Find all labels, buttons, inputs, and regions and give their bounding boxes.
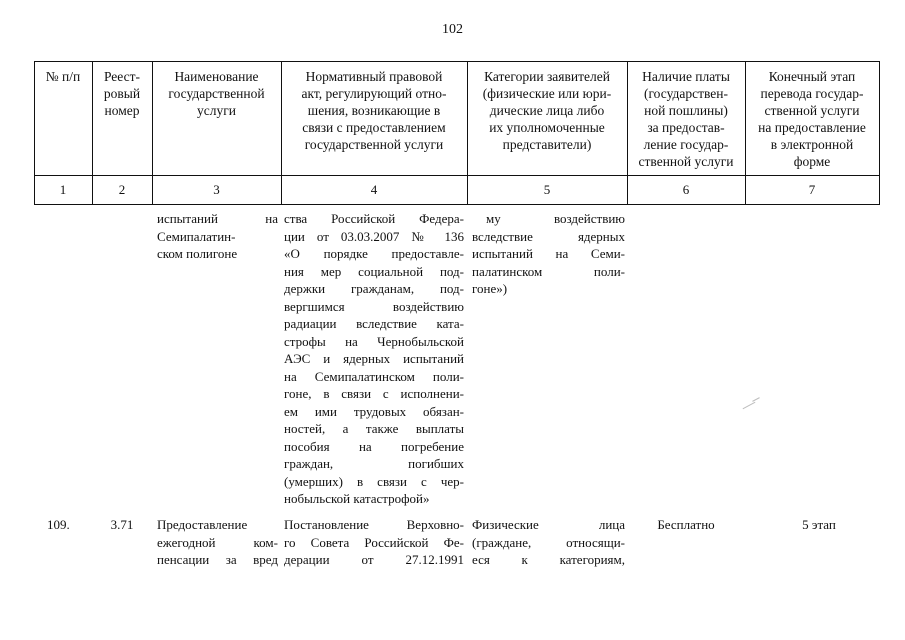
col-border-7	[879, 61, 880, 205]
row-109-number: 109.	[47, 517, 70, 532]
header-col-registry: Реест- ровый номер	[103, 69, 141, 118]
header-divider	[34, 175, 879, 176]
column-number-2: 2	[118, 182, 126, 197]
column-number-1: 1	[59, 182, 67, 197]
header-col-final-stage: Конечный этап перевода государ- ственной услуги на предоставление в электронной форме	[758, 69, 866, 169]
continuation-applicants: му воздействию вследствие ядерных испытаний на Семи- палатинском поли- гоне»)	[472, 211, 625, 296]
continuation-legal-act: ства Российской Федера- ции от 03.03.2007 № 136 «О порядке предоставле- ния мер социальной под- держки гражданам, под- вергшимся воздействию радиации вследствие ката- строфы на Чернобыльской АЭС и ядерных испытаний на Семипалатинском поли- гоне, в связи с исполнени- ем ими трудовых обязан- ностей, а также выплаты пособия на погребение граждан, погибших (умерших) в связи с чер- нобыльской катастрофой»	[284, 211, 464, 506]
row-109-legal-act: Постановление Верховно- го Совета Российской Фе- дерации от 27.12.1991	[284, 517, 464, 567]
row-109-applicants: Физические лица (граждане, относящи- еся к категориям,	[472, 517, 625, 567]
row-109-service-name: Предоставление ежегодной ком- пенсации за вред	[157, 517, 278, 567]
column-number-5: 5	[543, 182, 551, 197]
row-109-registry-number: 3.71	[110, 517, 134, 532]
scan-mark	[743, 402, 756, 409]
page-number: 102	[442, 22, 463, 37]
header-col-fee: Наличие платы (государствен- ной пошлины) за предостав- ление государ- ственной услуги	[638, 69, 734, 169]
column-number-3: 3	[213, 182, 220, 197]
row-109-final-stage: 5 этап	[802, 517, 836, 532]
column-number-7: 7	[808, 182, 816, 197]
header-col-applicants: Категории заявителей (физические или юри- дические лица либо их уполномоченные представители)	[482, 69, 612, 152]
header-col-legal-act: Нормативный правовой акт, регулирующий отно- шения, возникающие в связи с предоставлением государственной услуги	[301, 69, 447, 152]
column-number-6: 6	[682, 182, 690, 197]
numbers-row-bottom-border	[34, 204, 879, 205]
column-number-4: 4	[370, 182, 378, 197]
header-col-service-name: Наименование государственной услуги	[168, 69, 265, 118]
table-top-border	[34, 61, 879, 62]
scan-mark	[752, 397, 760, 402]
header-col-number: № п/п	[45, 69, 81, 84]
continuation-service-name: испытаний на Семипалатин- ском полигоне	[157, 211, 278, 261]
row-109-fee: Бесплатно	[657, 517, 715, 532]
